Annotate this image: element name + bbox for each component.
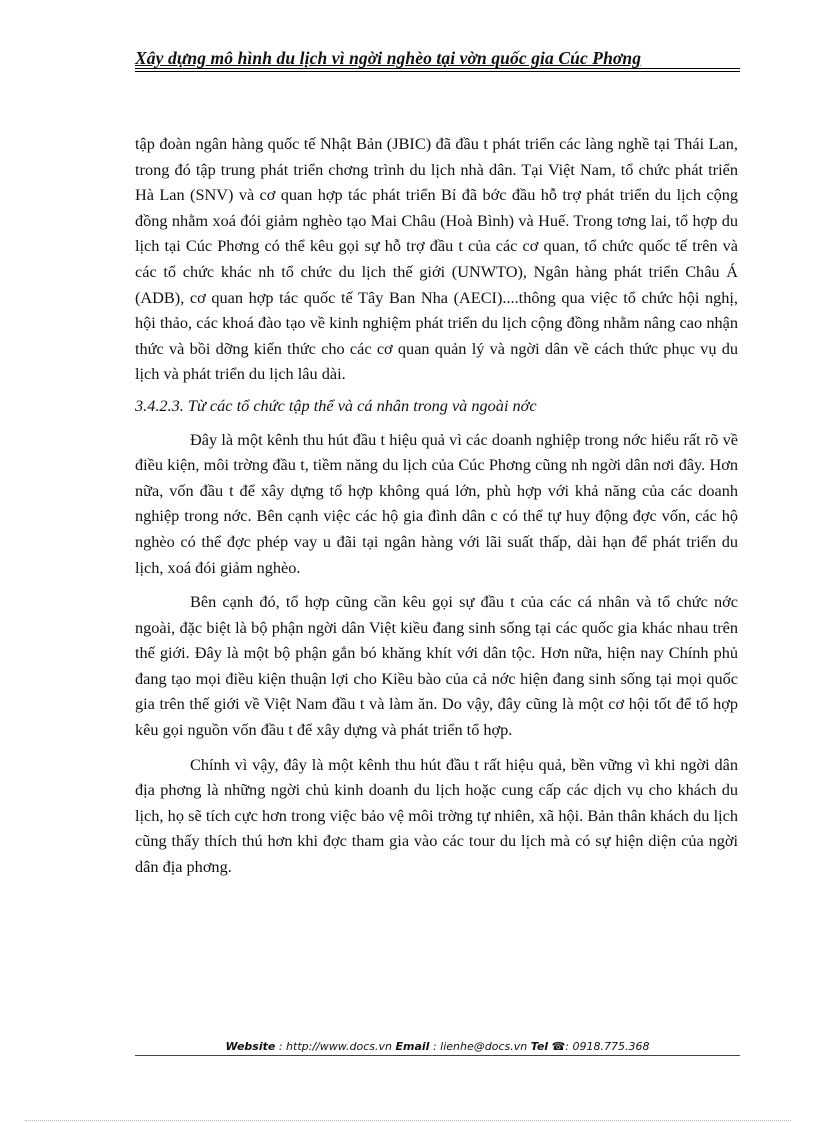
footer-website-label: Website	[225, 1040, 276, 1053]
body-paragraph: Bên cạnh đó, tổ hợp cũng cần kêu gọi sự đầu t của các cá nhân và tổ chức nớc ngoài, đặc biệt là bộ phận ngời dân Việt kiều đang sinh sống tại các quốc gia khác nhau trên thế giới. Đây là một bộ phận gắn bó khăng khít với dân tộc. Hơn nữa, hiện nay Chính phủ đang tạo mọi điều kiện thuận lợi cho Kiều bào của cả nớc hiện đang sinh sống tại mọi quốc gia trên thế giới về Việt Nam đầu t và làm ăn. Do vậy, đây cũng là một cơ hội tốt để tổ hợp kêu gọi nguồn vốn đầu t để xây dựng và phát triển tổ hợp.	[135, 592, 738, 740]
body-paragraph: tập đoàn ngân hàng quốc tế Nhật Bản (JBIC) đã đầu t phát triển các làng nghề tại Thái Lan, trong đó tập trung phát triển chơng trình du lịch nhà dân. Tại Việt Nam, tổ chức phát triển Hà Lan (SNV) và cơ quan hợp tác phát triển Bỉ đã bớc đầu hỗ trợ phát triển du lịch cộng đồng nhằm xoá đói giảm nghèo tạo Mai Châu (Hoà Bình) và Huế. Trong tơng lai, tổ hợp du lịch tại Cúc Phơng có thể kêu gọi sự hỗ trợ đầu t của các cơ quan, tổ chức quốc tế trên và các tổ chức khác nh tổ chức du lịch thế giới (UNWTO), Ngân hàng phát triển Châu Á (ADB), cơ quan hợp tác quốc tế Tây Ban Nha (AECI)....thông qua việc tổ chức hội nghị, hội thảo, các khoá đào tạo về kinh nghiệm phát triển du lịch cộng đồng nhằm nâng cao nhận thức và bồi dỡng kiến thức cho các cơ quan quản lý và ngời dân về cách thức phục vụ du lịch và phát triển du lịch lâu dài.	[135, 134, 738, 384]
header-divider-double	[135, 71, 740, 72]
footer-tel-value: : 0918.775.368	[565, 1040, 650, 1053]
footer-website-link[interactable]: : http://www.docs.vn	[278, 1040, 393, 1053]
body-paragraph: Đây là một kênh thu hút đầu t hiệu quả vì các doanh nghiệp trong nớc hiểu rất rõ về điều kiện, môi trờng đầu t, tiềm năng du lịch của Cúc Phơng cũng nh ngời dân nơi đây. Hơn nữa, vốn đầu t để xây dựng tổ hợp không quá lớn, phù hợp với khả năng của các doanh nghiệp trong nớc. Bên cạnh việc các hộ gia đình dân c có thể tự huy động đợc vốn, các hộ nghèo có thể đợc phép vay u đãi tại ngân hàng với lãi suất thấp, dài hạn để phát triển du lịch, xoá đói giảm nghèo.	[135, 429, 738, 577]
page-header-title: Xây dựng mô hình du lịch vì ngời nghèo tại vờn quốc gia Cúc Phơng	[135, 48, 642, 68]
phone-icon: ☎	[551, 1040, 566, 1053]
page-footer	[135, 1040, 740, 1053]
page-bottom-edge	[25, 1120, 791, 1121]
body-paragraph: Chính vì vậy, đây là một kênh thu hút đầu t rất hiệu quả, bền vững vì khi ngời dân địa phơng là những ngời chủ kinh doanh du lịch hoặc cung cấp các dịch vụ cho khách du lịch, họ sẽ tích cực hơn trong việc bảo vệ môi trờng tự nhiên, xã hội. Bản thân khách du lịch cũng thấy thích thú hơn khi đợc tham gia vào các tour du lịch mà có sự hiện diện của ngời dân địa phơng.	[135, 754, 738, 877]
header-divider	[135, 68, 740, 69]
footer-email-label: Email	[395, 1040, 430, 1053]
footer-email-link[interactable]: : lienhe@docs.vn	[432, 1040, 528, 1053]
section-heading: 3.4.2.3. Từ các tổ chức tập thể và cá nhân trong và ngoài nớc	[135, 395, 537, 415]
footer-divider	[135, 1055, 740, 1056]
footer-tel-label: Tel	[530, 1040, 549, 1053]
document-body	[135, 131, 738, 880]
